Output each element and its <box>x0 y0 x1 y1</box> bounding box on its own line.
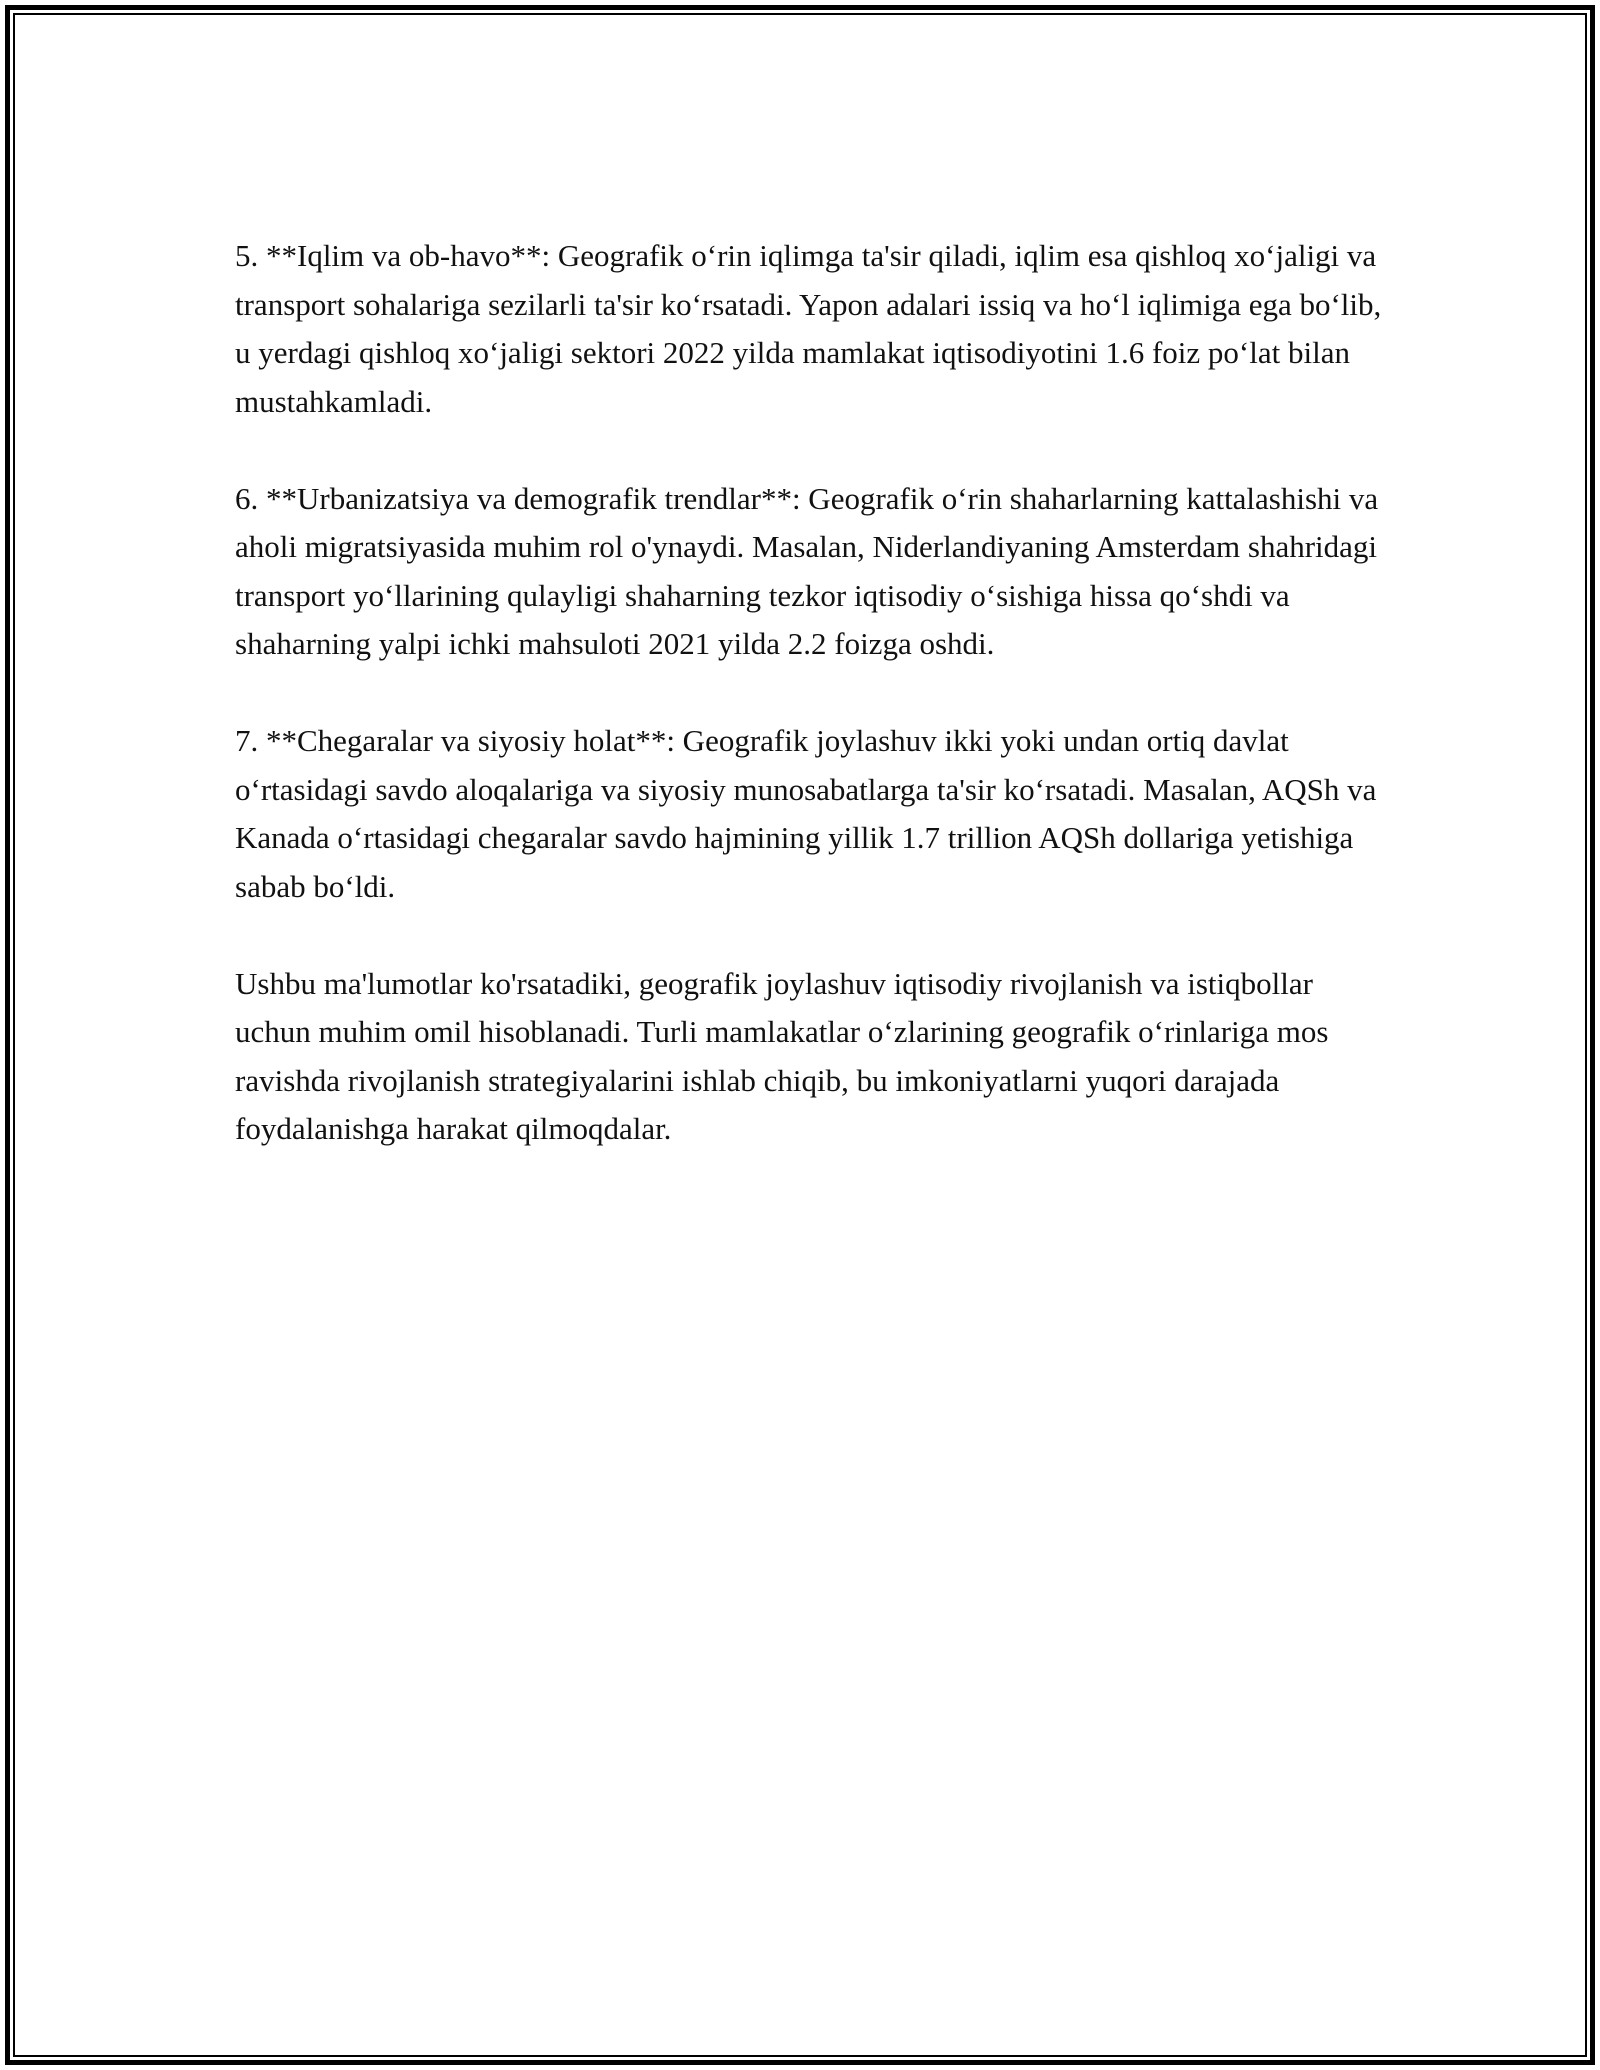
paragraph-conclusion: Ushbu ma'lumotlar ko'rsatadiki, geografik joylashuv iqtisodiy rivojlanish va istiqbollar uchun muhim omil hisoblanadi. Turli mamlakatlar o‘zlarining geografik o‘rinlariga mos ravishda rivojlanish strategiyalarini ishlab chiqib, bu imkoniyatlarni yuqori darajada foydalanishga harakat qilmoqdalar. <box>235 965 1329 1146</box>
document-body <box>235 232 1385 1202</box>
paragraph-urbanization: 6. **Urbanizatsiya va demografik trendlar**: Geografik o‘rin shaharlarning kattalashishi va aholi migratsiyasida muhim rol o'ynaydi. Masalan, Niderlandiyaning Amsterdam shahridagi transport yo‘llarining qulayligi shaharning tezkor iqtisodiy o‘sishiga hissa qo‘shdi va shaharning yalpi ichki mahsuloti 2021 yilda 2.2 foizga oshdi. <box>235 480 1379 661</box>
paragraph-climate: 5. **Iqlim va ob-havo**: Geografik o‘rin iqlimga ta'sir qiladi, iqlim esa qishloq xo‘jaligi va transport sohalariga sezilarli ta'sir ko‘rsatadi. Yapon adalari issiq va ho‘l iqlimiga ega bo‘lib, u yerdagi qishloq xo‘jaligi sektori 2022 yilda mamlakat iqtisodiyotini 1.6 foiz po‘lat bilan mustahkamladi. <box>235 238 1382 419</box>
paragraph-borders: 7. **Chegaralar va siyosiy holat**: Geografik joylashuv ikki yoki undan ortiq davlat o‘rtasidagi savdo aloqalariga va siyosiy munosabatlarga ta'sir ko‘rsatadi. Masalan, AQSh va Kanada o‘rtasidagi chegaralar savdo hajmining yillik 1.7 trillion AQSh dollariga yetishiga sabab bo‘ldi. <box>235 723 1377 904</box>
